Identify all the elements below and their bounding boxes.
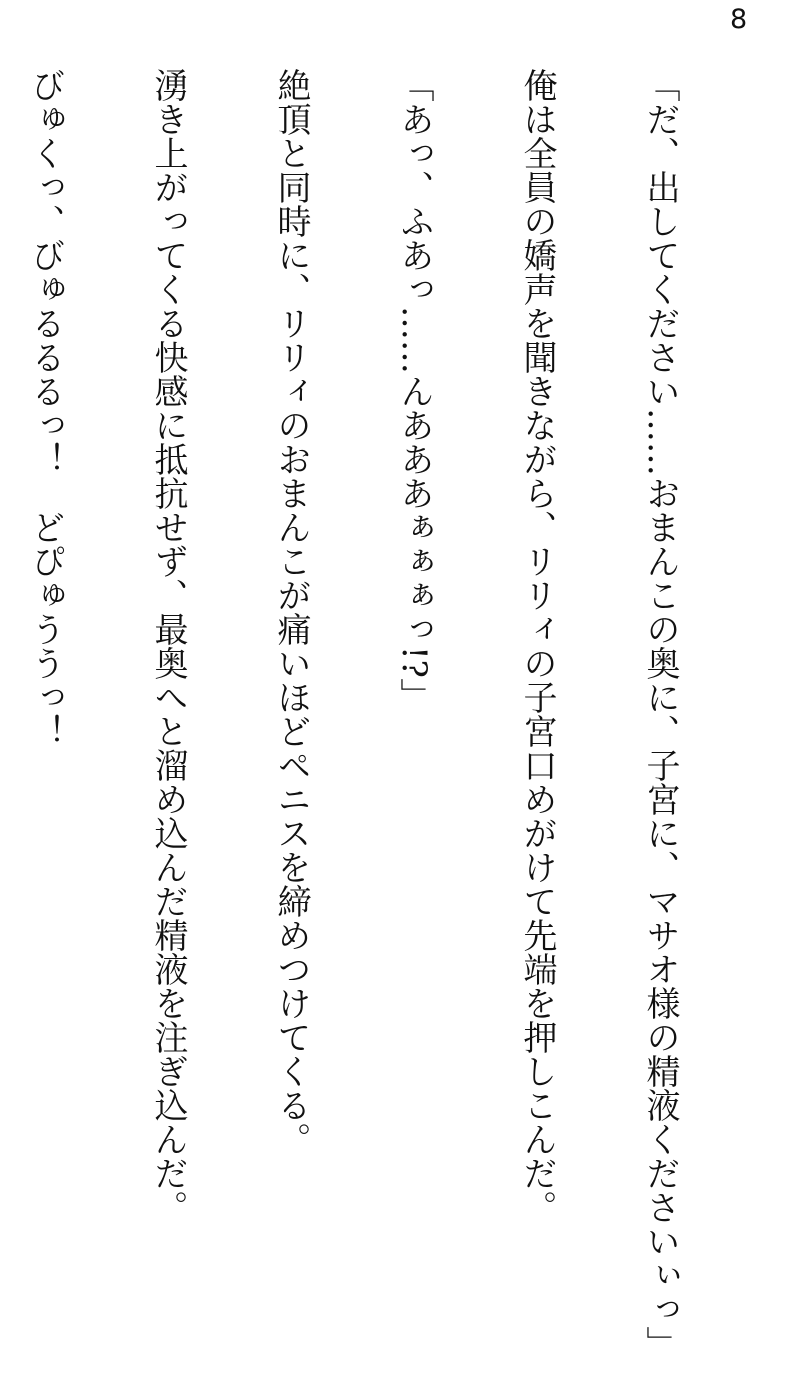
text-line: 「あっ、ふあっ……んあああぁぁぁっ!?」 [394,68,434,712]
text-line: びゅくっ、びゅるるるっ！ どぴゅううっ！ [25,68,65,748]
text-line: 俺は全員の嬌声を聞きながら、リリィの子宮口めがけて先端を押しこんだ。 [517,68,557,1224]
text-line: 絶頂と同時に、リリィのおまんこが痛いほどペニスを締めつけてくる。 [271,68,311,1156]
text-line: 「だ、出してください……おまんこの奥に、子宮に、マサオ様の精液くださいぃっ」 [640,68,680,1360]
novel-text-body [0,68,762,1360]
page-number: 8 [730,4,748,35]
text-line: 湧き上がってくる快感に抵抗せず、最奥へと溜め込んだ精液を注ぎ込んだ。 [148,68,188,1224]
